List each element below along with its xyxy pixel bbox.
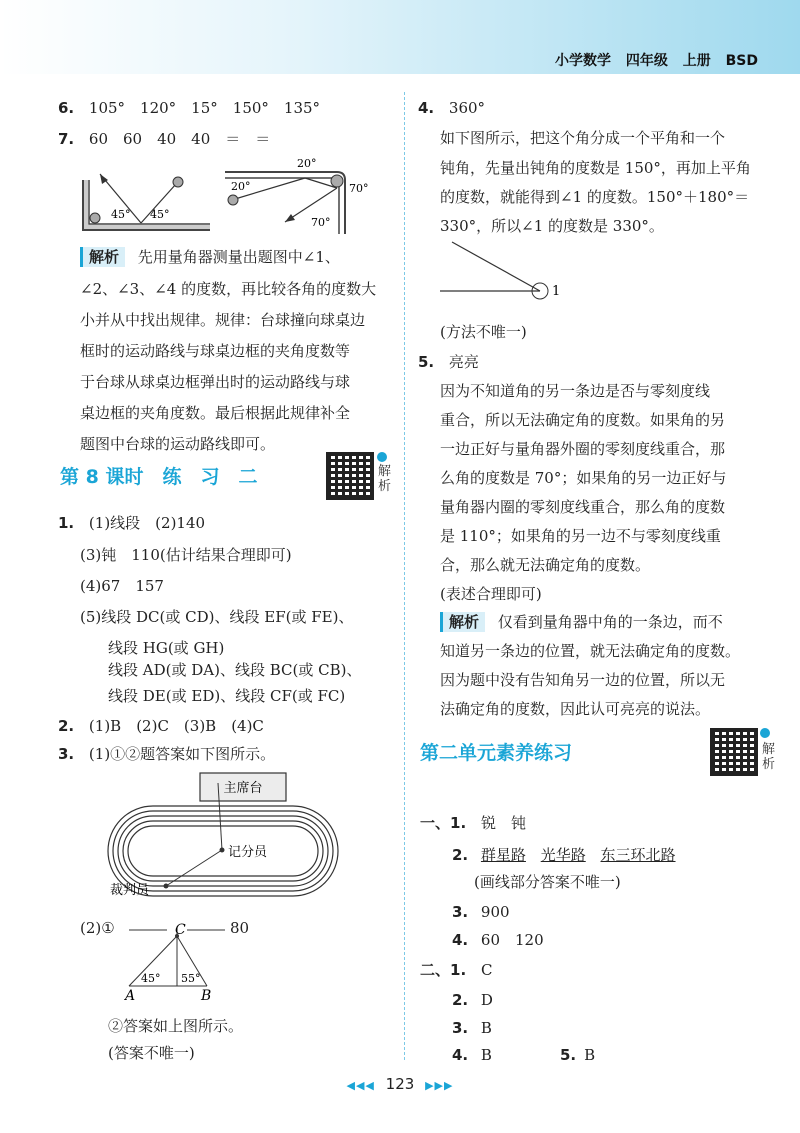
- svg-text:70°: 70°: [311, 216, 331, 229]
- angle-figure: [438, 236, 598, 306]
- answer-q4-line-0: 如下图所示，把这个角分成一个平角和一个: [440, 129, 726, 147]
- answer-q5-line-2: 一边正好与量角器外圈的零刻度线重合，那: [440, 440, 726, 458]
- scorer-label: 记分员: [228, 845, 268, 860]
- answer-q2: 2. (1)B (2)C (3)B (4)C: [58, 717, 264, 735]
- svg-text:70°: 70°: [349, 182, 369, 195]
- subject-label: 小学数学: [555, 53, 611, 69]
- part-a-item-1: 一、1. 锐 钝: [420, 814, 526, 832]
- answer-q1-line-4: 线段 HG(或 GH): [108, 639, 225, 657]
- part-b-item-5-num: 5.: [560, 1046, 577, 1064]
- podium-label: 主席台: [223, 781, 263, 796]
- answer-q3-part2-note2: (答案不唯一): [108, 1044, 195, 1062]
- running-track-figure: [100, 770, 350, 900]
- volume-label: 上册: [682, 53, 711, 69]
- svg-text:45°: 45°: [111, 208, 131, 221]
- part-a-item-3: 3. 900: [452, 903, 510, 921]
- answer-q4-line-2: 的度数，就能得到∠1 的度数。150°＋180°＝: [440, 188, 750, 206]
- triangle-figure: [115, 918, 230, 1003]
- answer-q3-part2: (2)①: [80, 919, 115, 937]
- svg-text:55°: 55°: [181, 972, 201, 985]
- answer-q5-line-5: 是 110°；如果角的另一边不与零刻度线重: [440, 527, 721, 545]
- part-b-item-5: [560, 1045, 595, 1065]
- svg-text:45°: 45°: [141, 972, 161, 985]
- answer-q1-line-2: (4)67 157: [80, 577, 164, 595]
- analysis-line-1: ∠2、∠3、∠4 的度数，再比较各角的度数大: [80, 280, 377, 298]
- right-arrows-icon: ▶▶▶: [425, 1079, 454, 1092]
- page-header-band: [0, 0, 800, 74]
- qr-code-lesson8[interactable]: [326, 452, 374, 500]
- svg-text:A: A: [125, 988, 136, 1004]
- answer-q5-line-1: 重合，所以无法确定角的度数。如果角的另: [440, 411, 726, 429]
- right-table: [225, 157, 369, 234]
- answer-q1-line-6: 线段 DE(或 ED)、线段 CF(或 FC): [108, 687, 346, 705]
- part-b-item-4: 4. B: [452, 1046, 492, 1064]
- answer-q5-note: (表述合理即可): [440, 585, 542, 603]
- play-icon: [377, 452, 387, 462]
- analysis-line-0: 解析 先用量角器测量出题图中∠1、: [80, 247, 340, 267]
- part-a-item-4: 4. 60 120: [452, 931, 544, 949]
- left-table: [83, 174, 210, 230]
- answer-q3-part2-note: ②答案如上图所示。: [108, 1017, 244, 1035]
- answer-q4-note: (方法不唯一): [440, 323, 527, 341]
- analysis2-line-2: 因为题中没有告知角另一边的位置，所以无: [440, 671, 726, 689]
- answer-q5-line-0: 因为不知道角的另一条边是否与零刻度线: [440, 382, 711, 400]
- part-b-item-2: 2. D: [452, 991, 493, 1009]
- answer-q6: 6. 105° 120° 15° 150° 135°: [58, 99, 321, 117]
- section-title-unit2: 第二单元素养练习: [420, 742, 573, 764]
- answer-q3: 3. (1)①②题答案如下图所示。: [58, 745, 276, 763]
- part-a-item-2-note: (画线部分答案不唯一): [474, 873, 621, 891]
- analysis-line-6: 题图中台球的运动路线即可。: [80, 435, 276, 453]
- book-info: [555, 50, 758, 70]
- answer-q1: 1. (1)线段 (2)140: [58, 514, 206, 532]
- answer-q4-line-3: 330°，所以∠1 的度数是 330°。: [440, 217, 664, 235]
- svg-text:20°: 20°: [297, 157, 317, 170]
- qr-label-lesson8: 解析: [378, 464, 392, 494]
- answer-q5-line-6: 合，那么就无法确定角的度数。: [440, 556, 651, 574]
- page-number: ◀◀◀ 123 ▶▶▶: [346, 1075, 454, 1093]
- answer-q1-line-3: (5)线段 DC(或 CD)、线段 EF(或 FE)、: [80, 608, 354, 626]
- answer-q4: 4. 360°: [418, 99, 486, 117]
- column-divider: [404, 92, 405, 1060]
- svg-text:20°: 20°: [231, 180, 251, 193]
- edition-label: BSD: [725, 53, 758, 69]
- analysis2-line-1: 知道另一条边的位置，就无法确定角的度数。: [440, 642, 741, 660]
- analysis-line-4: 于台球从球桌边框弹出时的运动路线与球: [80, 373, 351, 391]
- grade-label: 四年级: [625, 53, 668, 69]
- answer-q5-line-3: 么角的度数是 70°；如果角的另一边正好与: [440, 469, 727, 487]
- analysis-line-2: 小并从中找出规律。规律：台球撞向球桌边: [80, 311, 366, 329]
- svg-text:C: C: [175, 922, 186, 938]
- analysis-line-3: 框时的运动路线与球桌边框的夹角度数等: [80, 342, 351, 360]
- part-a-item-2: 2. 群星路 光华路 东三环北路: [452, 846, 676, 864]
- billiard-figure: [75, 152, 369, 238]
- left-arrows-icon: ◀◀◀: [346, 1079, 375, 1092]
- angle-1-label: 1: [552, 284, 561, 299]
- play-icon-2: [760, 728, 770, 738]
- answer-q7: 7. 60 60 40 40 ＝ ＝: [58, 130, 271, 148]
- analysis-badge: 解析: [80, 247, 125, 267]
- answer-q5-line-4: 量角器内圈的零刻度线重合，那么角的度数: [440, 498, 726, 516]
- answer-q4-line-1: 钝角，先量出钝角的度数是 150°，再加上平角: [440, 159, 751, 177]
- analysis-line-5: 桌边框的夹角度数。最后根据此规律补全: [80, 404, 351, 422]
- analysis2-line-0: 解析 仅看到量角器中角的一条边，而不: [440, 612, 723, 632]
- svg-text:45°: 45°: [150, 208, 170, 221]
- answer-q1-line-5: 线段 AD(或 DA)、线段 BC(或 CB)、: [108, 661, 362, 679]
- qr-label-unit2: 解析: [762, 742, 776, 772]
- svg-text:B: B: [201, 988, 212, 1004]
- section-title-lesson8: 第 8 课时 练 习 二: [60, 466, 258, 488]
- answer-q5: 5. 亮亮: [418, 353, 479, 371]
- analysis-badge-2: 解析: [440, 612, 485, 632]
- referee-label: 裁判员: [110, 883, 150, 898]
- answer-q3-part2-value: 80: [230, 919, 250, 937]
- answer-q1-line-1: (3)钝 110(估计结果合理即可): [80, 546, 292, 564]
- qr-code-unit2[interactable]: [710, 728, 758, 776]
- analysis2-line-3: 法确定角的度数，因此认可亮亮的说法。: [440, 700, 711, 718]
- part-b-item-5-text: B: [584, 1046, 596, 1064]
- part-b-item-1: 二、1. C: [420, 961, 493, 979]
- part-b-item-3: 3. B: [452, 1019, 492, 1037]
